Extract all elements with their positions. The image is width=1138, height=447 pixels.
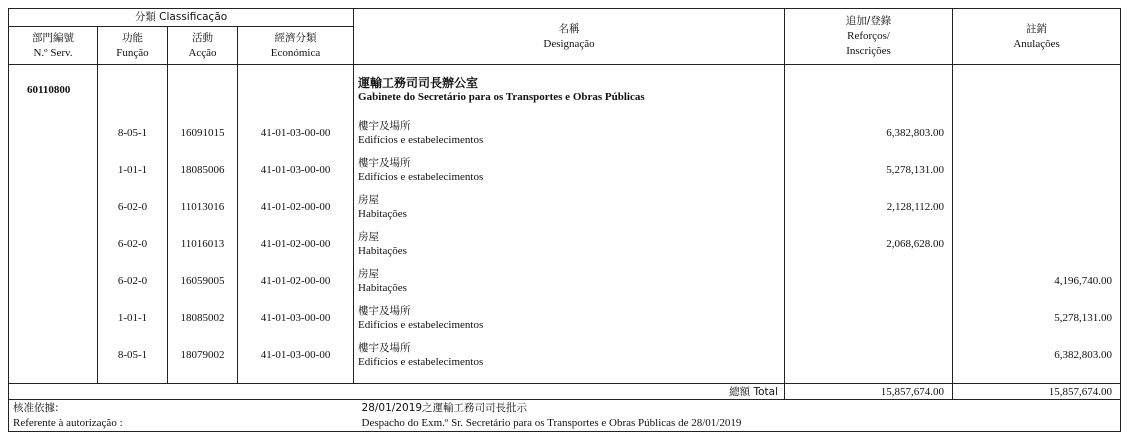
anulacao-cell xyxy=(953,189,1121,226)
total-label: 總額 Total xyxy=(9,384,785,400)
economica-cell: 41-01-02-00-00 xyxy=(238,189,354,226)
anulacao-cell: 4,196,740.00 xyxy=(953,263,1121,300)
designacao-pt: Habitações xyxy=(358,282,407,294)
economica-cell: 41-01-03-00-00 xyxy=(238,300,354,337)
service-name: 運輸工務司司長辦公室 Gabinete do Secretário para os Transportes e Obras Públicas xyxy=(354,65,785,115)
footer-label: 核准依據: Referente à autorização : xyxy=(9,400,354,432)
anulacao-cell: 6,382,803.00 xyxy=(953,337,1121,374)
table-row xyxy=(9,189,1121,226)
classificacao-header: 分類 Classificação xyxy=(9,9,354,27)
economica-header: 經濟分類 Económica xyxy=(238,27,354,65)
table-row xyxy=(9,337,1121,374)
anulacao-cell xyxy=(953,226,1121,263)
designacao-pt: Edifícios e estabelecimentos xyxy=(358,319,484,331)
table-row xyxy=(9,300,1121,337)
anulacao-cell: 5,278,131.00 xyxy=(953,300,1121,337)
total-anulacoes: 15,857,674.00 xyxy=(953,384,1121,400)
anulacao-cell xyxy=(953,152,1121,189)
designacao-cell xyxy=(354,337,785,374)
accao-cell: 18085006 xyxy=(168,152,238,189)
servico-cell xyxy=(9,300,98,337)
designacao-cell xyxy=(354,263,785,300)
table-row xyxy=(9,263,1121,300)
budget-table-document xyxy=(8,8,1120,438)
economica-cell: 41-01-02-00-00 xyxy=(238,226,354,263)
designacao-zh: 房屋 xyxy=(358,231,380,243)
accao-cell: 18085002 xyxy=(168,300,238,337)
designacao-cell xyxy=(354,300,785,337)
table-row xyxy=(9,226,1121,263)
designacao-zh: 樓宇及場所 xyxy=(358,120,411,132)
reforco-cell: 2,128,112.00 xyxy=(785,189,953,226)
funcao-cell: 6-02-0 xyxy=(98,263,168,300)
servico-header: 部門編號 N.º Serv. xyxy=(9,27,98,65)
designacao-pt: Edifícios e estabelecimentos xyxy=(358,134,484,146)
total-reforcos: 15,857,674.00 xyxy=(785,384,953,400)
economica-cell: 41-01-02-00-00 xyxy=(238,263,354,300)
accao-cell: 11013016 xyxy=(168,189,238,226)
economica-cell: 41-01-03-00-00 xyxy=(238,337,354,374)
funcao-cell: 8-05-1 xyxy=(98,337,168,374)
anulacoes-header: 註銷 Anulações xyxy=(953,9,1121,65)
servico-cell xyxy=(9,152,98,189)
funcao-cell: 6-02-0 xyxy=(98,226,168,263)
designacao-cell xyxy=(354,115,785,152)
funcao-cell: 1-01-1 xyxy=(98,152,168,189)
accao-cell: 11016013 xyxy=(168,226,238,263)
designacao-pt: Habitações xyxy=(358,208,407,220)
servico-cell xyxy=(9,263,98,300)
servico-cell xyxy=(9,337,98,374)
reforcos-header: 追加/登錄 Reforços/ Inscrições xyxy=(785,9,953,65)
reforco-cell: 2,068,628.00 xyxy=(785,226,953,263)
designacao-cell xyxy=(354,189,785,226)
funcao-cell: 1-01-1 xyxy=(98,300,168,337)
economica-cell: 41-01-03-00-00 xyxy=(238,152,354,189)
designacao-zh: 樓宇及場所 xyxy=(358,305,411,317)
designacao-pt: Edifícios e estabelecimentos xyxy=(358,356,484,368)
footer-value: 28/01/2019之運輸工務司司長批示 Despacho do Exm.º Sr. Secretário para os Transportes e Obras Públicas de 28/01/2019 xyxy=(354,400,1121,432)
designacao-header: 名稱 Designação xyxy=(354,9,785,65)
designacao-zh: 房屋 xyxy=(358,268,380,280)
reforco-cell: 6,382,803.00 xyxy=(785,115,953,152)
total-row xyxy=(9,384,1121,400)
footer-row xyxy=(9,400,1121,432)
accao-cell: 16059005 xyxy=(168,263,238,300)
service-code: 60110800 xyxy=(9,65,98,115)
designacao-cell xyxy=(354,226,785,263)
reforco-cell xyxy=(785,300,953,337)
designacao-pt: Edifícios e estabelecimentos xyxy=(358,171,484,183)
table-row xyxy=(9,152,1121,189)
accao-cell: 18079002 xyxy=(168,337,238,374)
reforco-cell xyxy=(785,337,953,374)
accao-cell: 16091015 xyxy=(168,115,238,152)
designacao-zh: 房屋 xyxy=(358,194,380,206)
anulacao-cell xyxy=(953,115,1121,152)
designacao-zh: 樓宇及場所 xyxy=(358,342,411,354)
designacao-cell xyxy=(354,152,785,189)
funcao-cell: 6-02-0 xyxy=(98,189,168,226)
funcao-header: 功能 Função xyxy=(98,27,168,65)
servico-cell xyxy=(9,115,98,152)
service-row xyxy=(9,65,1121,115)
designacao-pt: Habitações xyxy=(358,245,407,257)
budget-table xyxy=(8,8,1121,432)
economica-cell: 41-01-03-00-00 xyxy=(238,115,354,152)
reforco-cell xyxy=(785,263,953,300)
designacao-zh: 樓宇及場所 xyxy=(358,157,411,169)
servico-cell xyxy=(9,226,98,263)
funcao-cell: 8-05-1 xyxy=(98,115,168,152)
reforco-cell: 5,278,131.00 xyxy=(785,152,953,189)
table-row xyxy=(9,115,1121,152)
servico-cell xyxy=(9,189,98,226)
accao-header: 活動 Acção xyxy=(168,27,238,65)
